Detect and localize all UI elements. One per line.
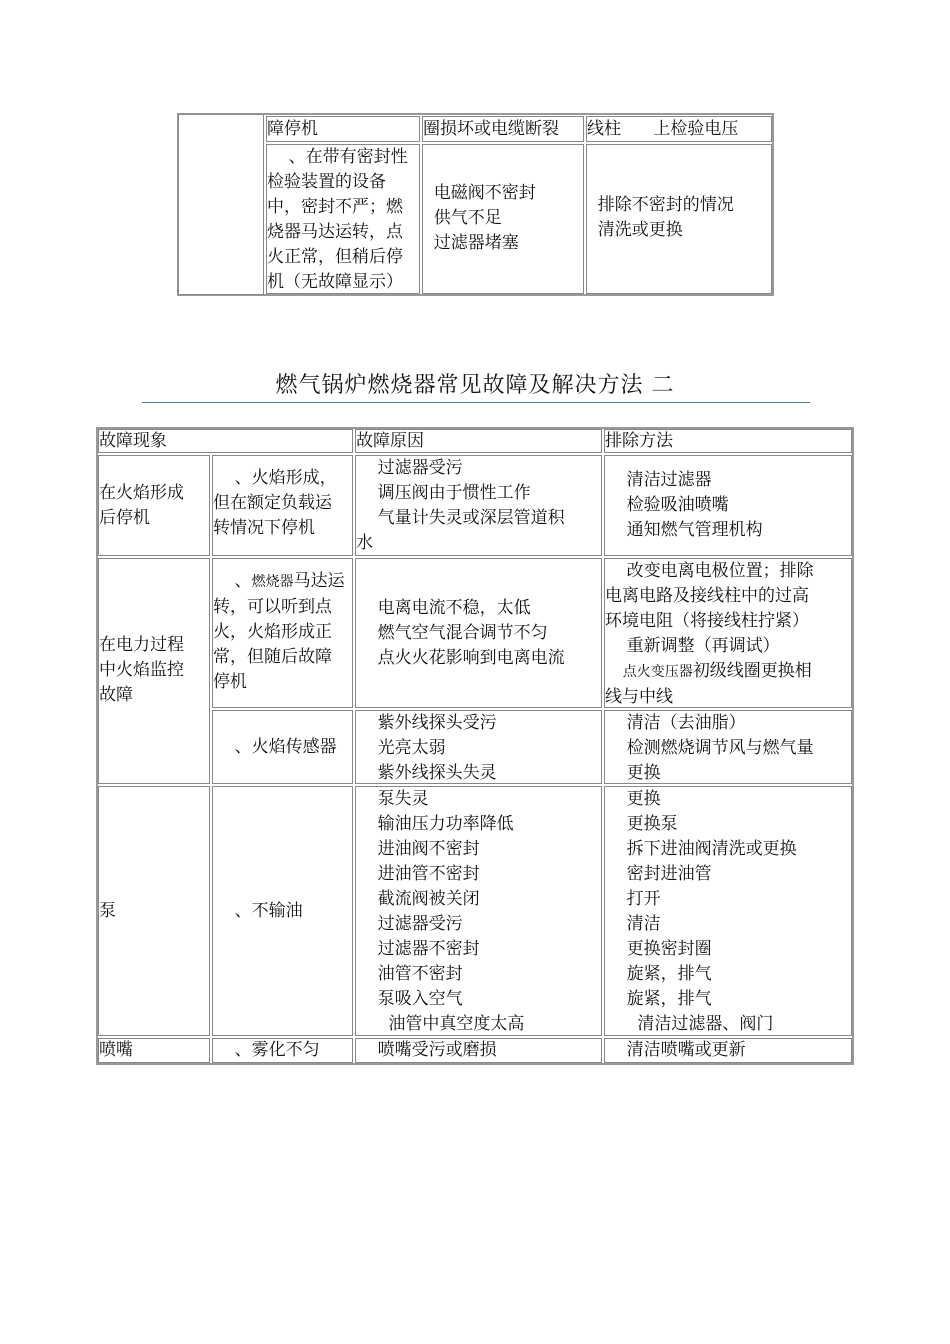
header-symptom: 故障现象 [98, 429, 353, 453]
header-fix: 排除方法 [604, 429, 852, 453]
row2-detail-rest: 马达运 转，可以听到点 火，火焰形成正 常，但随后故障 停机 [213, 571, 345, 692]
row2-detail [212, 558, 353, 708]
row5-fix: 清洁喷嘴或更新 [604, 1038, 852, 1063]
row1-fix: 清洁过滤器 检验吸油喷嘴 通知燃气管理机构 [604, 455, 852, 556]
row3-detail: 、火焰传感器 [212, 710, 353, 784]
header-cause: 故障原因 [355, 429, 602, 453]
top-table-header-cause: 圈损坏或电缆断裂 [422, 116, 584, 142]
row2-fix-text: 改变电离电极位置；排除 电离电路及接线柱中的过高 环境电阻（将接线柱拧紧） 重新调整（再调试） [605, 561, 814, 656]
top-table-body-cause: 电磁阀不密封 供气不足 过滤器堵塞 [422, 144, 584, 294]
row1-detail: 、火焰形成， 但在额定负载运 转情况下停机 [212, 455, 353, 556]
row5-symptom: 喷嘴 [98, 1038, 210, 1063]
row4-symptom: 泵 [98, 786, 210, 1036]
row2-fix-small: 点火变压器 [605, 664, 693, 680]
top-table-body-symptom: 、在带有密封性 检验装置的设备 中，密封不严；燃 烧器马达运转，点 火正常，但稍后停 机（无故障显示） [266, 144, 420, 294]
row4-detail: 、不输油 [212, 786, 353, 1036]
row2-fix-text2: 初级线圈更换相 [692, 661, 812, 681]
row5-cause: 喷嘴受污或磨损 [355, 1038, 602, 1063]
row2-symptom: 在电力过程 中火焰监控 故障 [98, 558, 210, 784]
row4-fix: 更换 更换泵 拆下进油阀清洗或更换 密封进油管 打开 清洁 更换密封圈 旋紧，排气 旋紧，排气 清洁过滤器、阀门 [604, 786, 852, 1036]
row1-symptom: 在火焰形成 后停机 [98, 455, 210, 556]
top-table-header-fix: 线柱 上检验电压 [586, 116, 772, 142]
row2-cause: 电离电流不稳，太低 燃气空气混合调节不匀 点火火花影响到电离电流 [355, 558, 602, 708]
title-underline [142, 402, 810, 403]
row2-detail-small: 燃烧器 [251, 574, 294, 590]
top-table-empty-cell [178, 114, 264, 295]
row5-detail: 、雾化不匀 [212, 1038, 353, 1063]
section-title: 燃气锅炉燃烧器常见故障及解决方法 二 [275, 373, 675, 398]
row2-fix-text3: 线与中线 [605, 687, 673, 707]
row4-cause: 泵失灵 输油压力功率降低 进油阀不密封 进油管不密封 截流阀被关闭 过滤器受污 过滤器不密封 油管不密封 泵吸入空气 油管中真空度太高 [355, 786, 602, 1036]
row2-fix [604, 558, 852, 708]
row3-fix: 清洁（去油脂） 检测燃烧调节风与燃气量 更换 [604, 710, 852, 784]
row1-cause: 过滤器受污 调压阀由于惯性工作 气量计失灵或深层管道积 水 [355, 455, 602, 556]
top-table-header-fault: 障停机 [266, 116, 420, 142]
row3-cause: 紫外线探头受污 光亮太弱 紫外线探头失灵 [355, 710, 602, 784]
top-table-body-fix: 排除不密封的情况 清洗或更换 [586, 144, 772, 294]
row2-detail-prefix: 、 [213, 571, 252, 591]
